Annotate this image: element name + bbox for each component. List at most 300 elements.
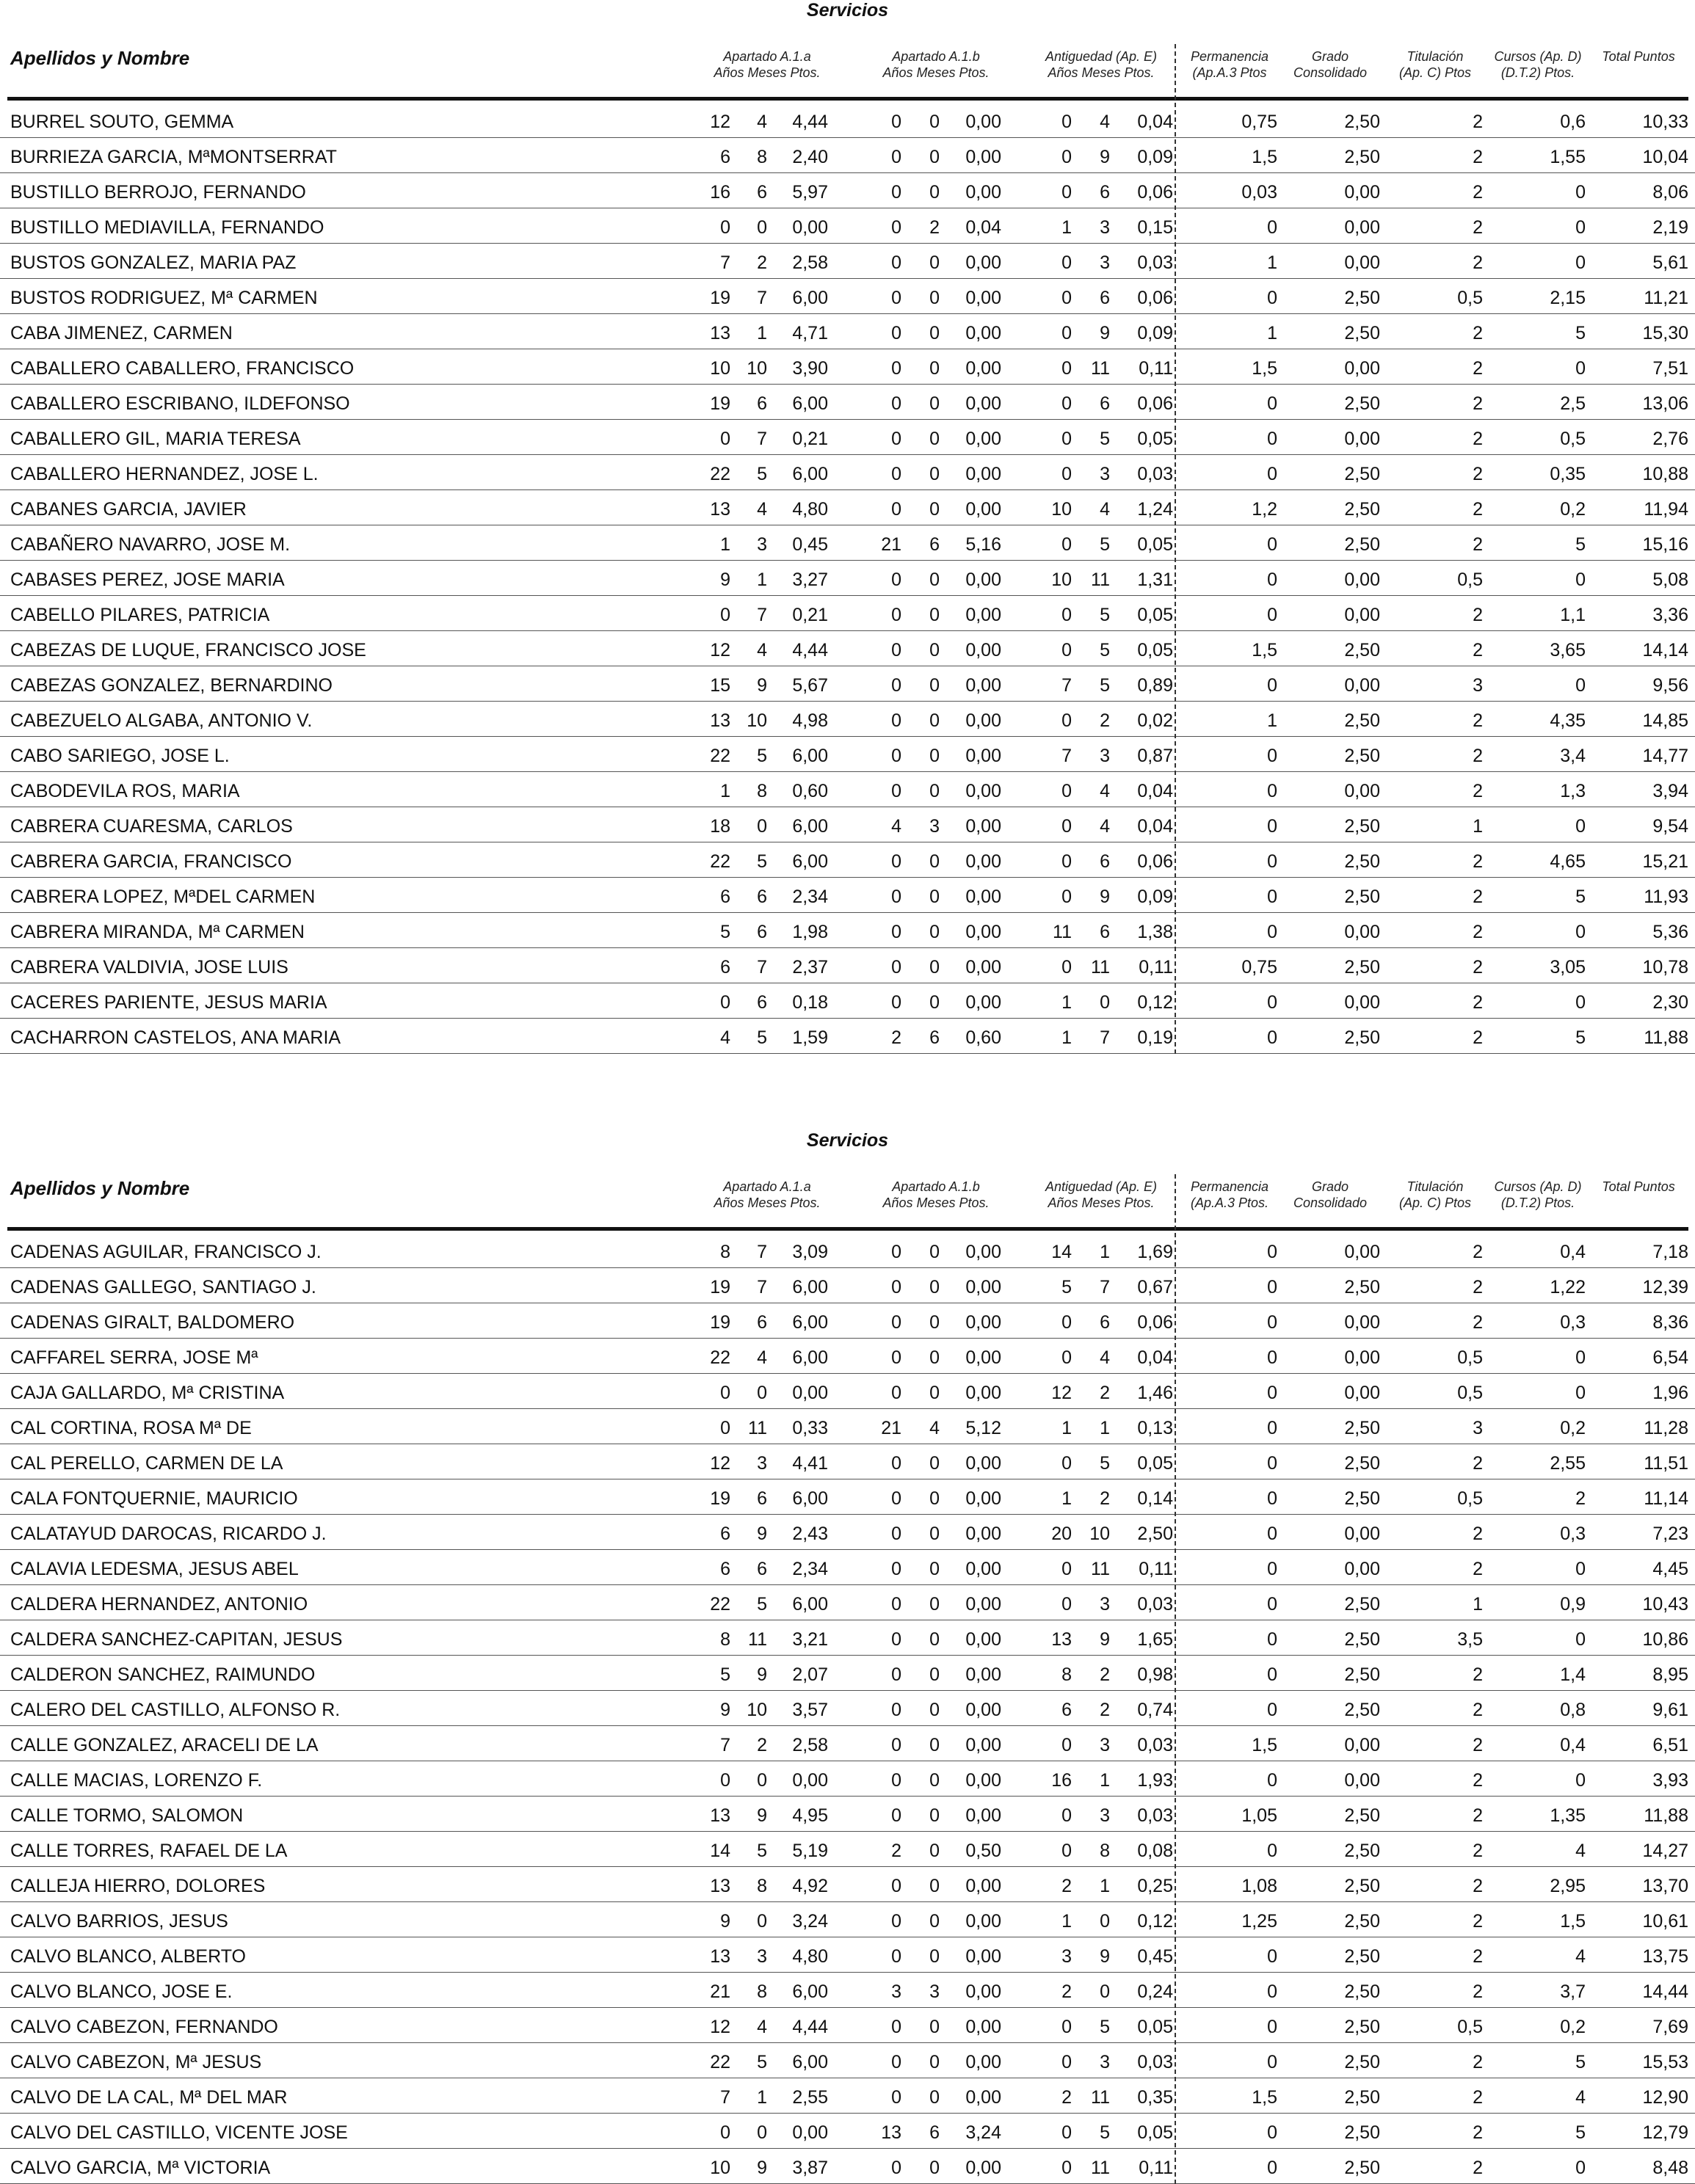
cell-ant-anos: 2: [1061, 2087, 1072, 2108]
cell-titulacion: 2: [1473, 1770, 1483, 1791]
cell-a1a-anos: 19: [710, 1312, 730, 1333]
cell-ant-ptos: 0,04: [1137, 1347, 1173, 1368]
cell-cursos: 0,5: [1560, 429, 1586, 449]
cell-grado: 0,00: [1344, 1383, 1380, 1403]
cell-name: CABELLO PILARES, PATRICIA: [10, 605, 270, 625]
cell-name: BUSTOS RODRIGUEZ, Mª CARMEN: [10, 288, 318, 308]
cell-a1a-anos: 13: [710, 1805, 730, 1826]
cell-name: CALLE TORMO, SALOMON: [10, 1805, 244, 1826]
cell-ant-meses: 9: [1100, 1629, 1110, 1650]
cell-total: 15,21: [1642, 851, 1688, 872]
cell-ant-anos: 16: [1051, 1770, 1072, 1791]
cell-a1a-anos: 5: [720, 1664, 730, 1685]
cell-permanencia: 0: [1267, 393, 1277, 414]
cell-cursos: 0,9: [1560, 1594, 1586, 1615]
cell-total: 10,33: [1642, 112, 1688, 132]
cell-ant-ptos: 0,03: [1137, 252, 1173, 273]
cell-a1a-ptos: 2,43: [792, 1524, 828, 1544]
cell-ant-meses: 3: [1100, 1805, 1110, 1826]
cell-a1b-meses: 0: [929, 1876, 940, 1896]
cell-ant-anos: 1: [1061, 1027, 1072, 1048]
cell-name: CALVO CABEZON, FERNANDO: [10, 2017, 278, 2037]
cell-a1b-meses: 6: [929, 2122, 940, 2143]
cell-total: 12,39: [1642, 1277, 1688, 1297]
cell-grado: 2,50: [1344, 746, 1380, 766]
cell-ant-meses: 6: [1100, 393, 1110, 414]
cell-a1b-meses: 0: [929, 2087, 940, 2108]
cell-grado: 2,50: [1344, 2087, 1380, 2108]
cell-grado: 2,50: [1344, 1805, 1380, 1826]
cell-total: 6,54: [1652, 1347, 1688, 1368]
cell-a1a-meses: 1: [757, 323, 767, 343]
cell-ant-ptos: 0,03: [1137, 1594, 1173, 1615]
cell-a1a-anos: 9: [720, 569, 730, 590]
header-total-line: [1591, 65, 1686, 81]
cell-a1a-anos: 6: [720, 147, 730, 167]
cell-a1b-ptos: 0,00: [965, 1347, 1001, 1368]
cell-total: 14,44: [1642, 1981, 1688, 2002]
cell-a1b-anos: 0: [891, 781, 901, 801]
cell-cursos: 0,3: [1560, 1312, 1586, 1333]
cell-titulacion: 2: [1473, 2052, 1483, 2072]
table-row: [0, 878, 1695, 913]
cell-a1b-meses: 0: [929, 429, 940, 449]
cell-name: CALVO DE LA CAL, Mª DEL MAR: [10, 2087, 288, 2108]
cell-a1a-ptos: 2,37: [792, 957, 828, 978]
cell-ant-anos: 1: [1061, 1418, 1072, 1438]
section-title: Servicios: [806, 0, 889, 21]
table-row: [0, 2078, 1695, 2114]
cell-titulacion: 3: [1473, 675, 1483, 696]
cell-a1b-anos: 21: [881, 1418, 901, 1438]
cell-grado: 2,50: [1344, 1594, 1380, 1615]
cell-a1b-meses: 0: [929, 1664, 940, 1685]
cell-ant-meses: 0: [1100, 1911, 1110, 1932]
cell-a1b-meses: 0: [929, 1841, 940, 1861]
cell-a1b-anos: 0: [891, 2017, 901, 2037]
cell-a1b-ptos: 5,12: [965, 1418, 1001, 1438]
cell-a1b-ptos: 0,00: [965, 323, 1001, 343]
cell-ant-anos: 0: [1061, 1559, 1072, 1579]
cell-grado: 2,50: [1344, 887, 1380, 907]
cell-a1a-anos: 13: [710, 1946, 730, 1967]
cell-name: CAJA GALLARDO, Mª CRISTINA: [10, 1383, 285, 1403]
cell-permanencia: 1,2: [1252, 499, 1277, 520]
cell-ant-anos: 0: [1061, 887, 1072, 907]
cell-titulacion: 0,5: [1457, 1383, 1483, 1403]
cell-name: CADENAS GIRALT, BALDOMERO: [10, 1312, 295, 1333]
header-cursos-line: Cursos (Ap. D): [1494, 49, 1582, 64]
cell-titulacion: 3: [1473, 1418, 1483, 1438]
cell-total: 11,94: [1644, 499, 1688, 520]
table-row: [0, 948, 1695, 983]
cell-ant-ptos: 0,04: [1137, 816, 1173, 837]
header-a1a-line: Años Meses Ptos.: [714, 1195, 821, 1210]
cell-ant-ptos: 0,03: [1137, 1805, 1173, 1826]
cell-name: CALDERA HERNANDEZ, ANTONIO: [10, 1594, 308, 1615]
cell-grado: 0,00: [1344, 1347, 1380, 1368]
cell-a1b-anos: 0: [891, 675, 901, 696]
cell-a1b-meses: 0: [929, 112, 940, 132]
cell-name: BUSTOS GONZALEZ, MARIA PAZ: [10, 252, 297, 273]
cell-cursos: 0: [1575, 182, 1586, 203]
cell-name: CABASES PEREZ, JOSE MARIA: [10, 569, 285, 590]
cell-a1b-anos: 0: [891, 112, 901, 132]
cell-a1b-ptos: 0,00: [965, 710, 1001, 731]
cell-permanencia: 0: [1267, 2052, 1277, 2072]
cell-a1a-anos: 7: [720, 252, 730, 273]
cell-a1b-ptos: 0,00: [965, 1594, 1001, 1615]
cell-a1a-meses: 1: [757, 569, 767, 590]
cell-cursos: 0,4: [1560, 1242, 1586, 1262]
cell-ant-ptos: 0,09: [1137, 323, 1173, 343]
cell-a1a-meses: 9: [757, 675, 767, 696]
cell-total: 14,27: [1642, 1841, 1688, 1861]
cell-total: 8,06: [1652, 182, 1688, 203]
header-perm: [1175, 1179, 1285, 1211]
header-tit: [1387, 1179, 1483, 1211]
cell-cursos: 5: [1575, 323, 1586, 343]
cell-grado: 2,50: [1344, 2158, 1380, 2178]
cell-grado: 2,50: [1344, 1629, 1380, 1650]
cell-ant-anos: 0: [1061, 710, 1072, 731]
cell-titulacion: 2: [1473, 323, 1483, 343]
table-row: [0, 1973, 1695, 2008]
cell-a1b-meses: 0: [929, 1242, 940, 1262]
cell-a1a-meses: 4: [757, 1347, 767, 1368]
cell-grado: 0,00: [1344, 182, 1380, 203]
cell-permanencia: 0: [1267, 1453, 1277, 1474]
cell-a1a-ptos: 6,00: [792, 851, 828, 872]
cell-ant-anos: 7: [1061, 675, 1072, 696]
cell-total: 9,54: [1652, 816, 1688, 837]
cell-ant-meses: 10: [1089, 1524, 1110, 1544]
cell-total: 7,69: [1652, 2017, 1688, 2037]
cell-permanencia: 1,05: [1241, 1805, 1277, 1826]
cell-a1b-ptos: 3,24: [965, 2122, 1001, 2143]
cell-ant-anos: 7: [1061, 746, 1072, 766]
header-ant: [1017, 48, 1186, 81]
header-tit: [1387, 48, 1483, 81]
cell-name: BURRIEZA GARCIA, MªMONTSERRAT: [10, 147, 337, 167]
cell-a1a-ptos: 0,00: [792, 1383, 828, 1403]
cell-grado: 2,50: [1344, 1911, 1380, 1932]
cell-ant-meses: 11: [1091, 957, 1110, 978]
cell-titulacion: 2: [1473, 851, 1483, 872]
cell-grado: 2,50: [1344, 1277, 1380, 1297]
cell-ant-anos: 0: [1061, 605, 1072, 625]
cell-a1a-meses: 5: [757, 851, 767, 872]
table-row: [0, 2114, 1695, 2149]
cell-cursos: 0: [1575, 1629, 1586, 1650]
cell-a1b-meses: 6: [929, 1027, 940, 1048]
cell-name: CALATAYUD DAROCAS, RICARDO J.: [10, 1524, 327, 1544]
cell-a1a-anos: 22: [710, 851, 730, 872]
header-tit-line: Titulación: [1407, 49, 1464, 64]
cell-permanencia: 1,5: [1252, 358, 1277, 379]
cell-grado: 0,00: [1344, 1559, 1380, 1579]
cell-titulacion: 0,5: [1457, 2017, 1483, 2037]
cell-a1b-ptos: 0,00: [965, 1700, 1001, 1720]
cell-a1b-anos: 0: [891, 147, 901, 167]
cell-a1a-anos: 12: [710, 1453, 730, 1474]
cell-cursos: 2,5: [1560, 393, 1586, 414]
cell-total: 11,14: [1644, 1488, 1688, 1509]
cell-ant-meses: 5: [1100, 2122, 1110, 2143]
cell-a1a-meses: 8: [757, 781, 767, 801]
cell-grado: 0,00: [1344, 1524, 1380, 1544]
cell-total: 5,08: [1652, 569, 1688, 590]
cell-a1a-anos: 7: [720, 2087, 730, 2108]
cell-ant-anos: 5: [1061, 1277, 1072, 1297]
cell-a1a-meses: 3: [757, 1946, 767, 1967]
cell-cursos: 1,22: [1550, 1277, 1586, 1297]
cell-ant-anos: 0: [1061, 358, 1072, 379]
cell-grado: 0,00: [1344, 1735, 1380, 1755]
cell-ant-ptos: 0,09: [1137, 887, 1173, 907]
cell-a1b-anos: 2: [891, 1841, 901, 1861]
cell-a1b-anos: 0: [891, 1594, 901, 1615]
cell-titulacion: 2: [1473, 957, 1483, 978]
header-a1b-line: Apartado A.1.b: [892, 49, 980, 64]
cell-titulacion: 2: [1473, 922, 1483, 942]
cell-permanencia: 0: [1267, 605, 1277, 625]
cell-titulacion: 2: [1473, 534, 1483, 555]
cell-cursos: 1,55: [1550, 147, 1586, 167]
cell-ant-meses: 2: [1100, 710, 1110, 731]
cell-ant-ptos: 1,31: [1137, 569, 1173, 590]
cell-a1b-meses: 0: [929, 1629, 940, 1650]
cell-ant-meses: 0: [1100, 1981, 1110, 2002]
cell-a1a-meses: 5: [757, 1594, 767, 1615]
cell-a1a-meses: 10: [747, 710, 767, 731]
cell-a1b-ptos: 0,00: [965, 1664, 1001, 1685]
cell-total: 7,51: [1652, 358, 1688, 379]
cell-total: 5,36: [1652, 922, 1688, 942]
cell-cursos: 0: [1575, 816, 1586, 837]
header-a1a: [694, 48, 841, 81]
cell-name: CABALLERO CABALLERO, FRANCISCO: [10, 358, 355, 379]
cell-total: 2,19: [1652, 217, 1688, 238]
cell-permanencia: 0: [1267, 1700, 1277, 1720]
cell-a1a-ptos: 4,44: [792, 640, 828, 660]
cell-a1b-ptos: 0,00: [965, 1453, 1001, 1474]
cell-ant-anos: 1: [1061, 992, 1072, 1013]
cell-a1b-anos: 0: [891, 1277, 901, 1297]
cell-permanencia: 0,75: [1241, 957, 1277, 978]
cell-a1b-meses: 0: [929, 640, 940, 660]
cell-name: BUSTILLO MEDIAVILLA, FERNANDO: [10, 217, 324, 238]
cell-permanencia: 0: [1267, 675, 1277, 696]
cell-ant-anos: 0: [1061, 323, 1072, 343]
table-row: [0, 1409, 1695, 1444]
cell-grado: 0,00: [1344, 1312, 1380, 1333]
cell-a1a-anos: 15: [710, 675, 730, 696]
table-row: [0, 596, 1695, 631]
cell-titulacion: 2: [1473, 393, 1483, 414]
cell-a1b-meses: 2: [929, 217, 940, 238]
cell-a1a-anos: 1: [720, 781, 730, 801]
table-row: [0, 1761, 1695, 1797]
cell-a1a-ptos: 6,00: [792, 1981, 828, 2002]
cell-permanencia: 0: [1267, 534, 1277, 555]
cell-a1a-ptos: 0,21: [792, 429, 828, 449]
cell-ant-anos: 0: [1061, 2017, 1072, 2037]
cell-ant-anos: 1: [1061, 217, 1072, 238]
cell-a1b-ptos: 0,04: [965, 217, 1001, 238]
cell-permanencia: 0: [1267, 2017, 1277, 2037]
cell-ant-anos: 0: [1061, 1347, 1072, 1368]
cell-a1a-anos: 22: [710, 1594, 730, 1615]
cell-grado: 0,00: [1344, 1770, 1380, 1791]
cell-name: CABA JIMENEZ, CARMEN: [10, 323, 233, 343]
cell-ant-meses: 7: [1100, 1277, 1110, 1297]
cell-name: CADENAS GALLEGO, SANTIAGO J.: [10, 1277, 316, 1297]
cell-ant-meses: 1: [1100, 1418, 1110, 1438]
cell-a1b-anos: 0: [891, 1770, 901, 1791]
cell-cursos: 0: [1575, 1383, 1586, 1403]
cell-ant-meses: 6: [1100, 288, 1110, 308]
cell-a1a-meses: 6: [757, 1312, 767, 1333]
header-rule: [7, 97, 1688, 101]
cell-a1a-ptos: 0,18: [792, 992, 828, 1013]
cell-ant-anos: 6: [1061, 1700, 1072, 1720]
cell-titulacion: 2: [1473, 1805, 1483, 1826]
cell-a1b-anos: 0: [891, 429, 901, 449]
cell-a1a-meses: 5: [757, 746, 767, 766]
cell-a1b-meses: 0: [929, 851, 940, 872]
cell-cursos: 0: [1575, 1347, 1586, 1368]
cell-grado: 2,50: [1344, 323, 1380, 343]
cell-a1b-anos: 0: [891, 1735, 901, 1755]
cell-a1b-anos: 0: [891, 1383, 901, 1403]
header-perm-line: Permanencia: [1190, 49, 1269, 64]
cell-grado: 2,50: [1344, 393, 1380, 414]
table-body: [0, 1233, 1695, 2184]
cell-a1a-ptos: 0,33: [792, 1418, 828, 1438]
cell-ant-ptos: 0,05: [1137, 640, 1173, 660]
cell-a1a-ptos: 0,60: [792, 781, 828, 801]
cell-permanencia: 0: [1267, 429, 1277, 449]
cell-total: 3,36: [1652, 605, 1688, 625]
cell-a1b-meses: 0: [929, 393, 940, 414]
cell-a1a-anos: 22: [710, 464, 730, 484]
cell-a1a-ptos: 2,34: [792, 887, 828, 907]
cell-a1b-ptos: 0,00: [965, 1981, 1001, 2002]
cell-titulacion: 2: [1473, 1876, 1483, 1896]
cell-total: 7,18: [1652, 1242, 1688, 1262]
cell-a1a-anos: 0: [720, 992, 730, 1013]
cell-titulacion: 2: [1473, 2122, 1483, 2143]
table-row: [0, 173, 1695, 208]
cell-a1a-ptos: 1,98: [792, 922, 828, 942]
cell-a1a-meses: 6: [757, 182, 767, 203]
cell-grado: 2,50: [1344, 1841, 1380, 1861]
cell-a1b-anos: 0: [891, 1488, 901, 1509]
cell-a1b-ptos: 0,00: [965, 1770, 1001, 1791]
cell-a1a-ptos: 5,67: [792, 675, 828, 696]
cell-a1a-ptos: 3,21: [792, 1629, 828, 1650]
cell-permanencia: 0: [1267, 1312, 1277, 1333]
cell-ant-ptos: 0,98: [1137, 1664, 1173, 1685]
cell-name: BURREL SOUTO, GEMMA: [10, 112, 234, 132]
cell-grado: 0,00: [1344, 217, 1380, 238]
cell-permanencia: 0: [1267, 816, 1277, 837]
cell-name: CABO SARIEGO, JOSE L.: [10, 746, 230, 766]
cell-permanencia: 0: [1267, 1347, 1277, 1368]
cell-a1a-anos: 0: [720, 2122, 730, 2143]
cell-a1a-meses: 11: [748, 1629, 767, 1650]
cell-permanencia: 0: [1267, 217, 1277, 238]
cell-titulacion: 0,5: [1457, 569, 1483, 590]
cell-a1a-ptos: 6,00: [792, 1488, 828, 1509]
cell-a1a-meses: 7: [757, 1277, 767, 1297]
cell-a1a-ptos: 3,87: [792, 2158, 828, 2178]
header-ant-line: Años Meses Ptos.: [1048, 1195, 1155, 1210]
cell-a1b-anos: 0: [891, 182, 901, 203]
cell-cursos: 4,35: [1550, 710, 1586, 731]
cell-a1a-ptos: 2,58: [792, 1735, 828, 1755]
table-row: [0, 1797, 1695, 1832]
cell-ant-anos: 0: [1061, 2122, 1072, 2143]
cell-a1b-ptos: 0,00: [965, 1629, 1001, 1650]
cell-a1b-meses: 6: [929, 534, 940, 555]
cell-a1b-anos: 0: [891, 1700, 901, 1720]
cell-a1a-ptos: 6,00: [792, 464, 828, 484]
cell-cursos: 5: [1575, 2052, 1586, 2072]
cell-total: 10,04: [1642, 147, 1688, 167]
cell-permanencia: 0: [1267, 1770, 1277, 1791]
cell-permanencia: 0: [1267, 1946, 1277, 1967]
cell-titulacion: 2: [1473, 182, 1483, 203]
cell-name: CALVO GARCIA, Mª VICTORIA: [10, 2158, 271, 2178]
cell-a1b-ptos: 0,00: [965, 1946, 1001, 1967]
cell-grado: 2,50: [1344, 1488, 1380, 1509]
cell-ant-anos: 0: [1061, 816, 1072, 837]
cell-ant-meses: 11: [1091, 2158, 1110, 2178]
cell-cursos: 5: [1575, 1027, 1586, 1048]
cell-total: 14,14: [1642, 640, 1688, 660]
cell-cursos: 2: [1575, 1488, 1586, 1509]
cell-a1b-anos: 21: [881, 534, 901, 555]
cell-ant-anos: 1: [1061, 1911, 1072, 1932]
cell-ant-ptos: 0,74: [1137, 1700, 1173, 1720]
cell-ant-meses: 9: [1100, 323, 1110, 343]
cell-cursos: 0,4: [1560, 1735, 1586, 1755]
cell-total: 12,90: [1642, 2087, 1688, 2108]
cell-a1a-anos: 9: [720, 1911, 730, 1932]
cell-cursos: 4: [1575, 1946, 1586, 1967]
cell-a1a-anos: 22: [710, 2052, 730, 2072]
cell-grado: 0,00: [1344, 605, 1380, 625]
cell-permanencia: 0: [1267, 1664, 1277, 1685]
cell-ant-meses: 2: [1100, 1700, 1110, 1720]
cell-a1a-meses: 8: [757, 147, 767, 167]
cell-a1a-anos: 21: [710, 1981, 730, 2002]
cell-ant-anos: 0: [1061, 2052, 1072, 2072]
cell-ant-anos: 0: [1061, 1841, 1072, 1861]
cell-a1a-meses: 7: [757, 605, 767, 625]
cell-a1a-ptos: 2,07: [792, 1664, 828, 1685]
cell-total: 12,79: [1642, 2122, 1688, 2143]
cell-a1b-anos: 0: [891, 1347, 901, 1368]
cell-a1a-ptos: 2,34: [792, 1559, 828, 1579]
cell-a1b-ptos: 0,00: [965, 675, 1001, 696]
cell-a1a-ptos: 3,09: [792, 1242, 828, 1262]
cell-a1a-ptos: 6,00: [792, 1277, 828, 1297]
cell-a1b-ptos: 0,00: [965, 887, 1001, 907]
cell-name: CABALLERO ESCRIBANO, ILDEFONSO: [10, 393, 350, 414]
